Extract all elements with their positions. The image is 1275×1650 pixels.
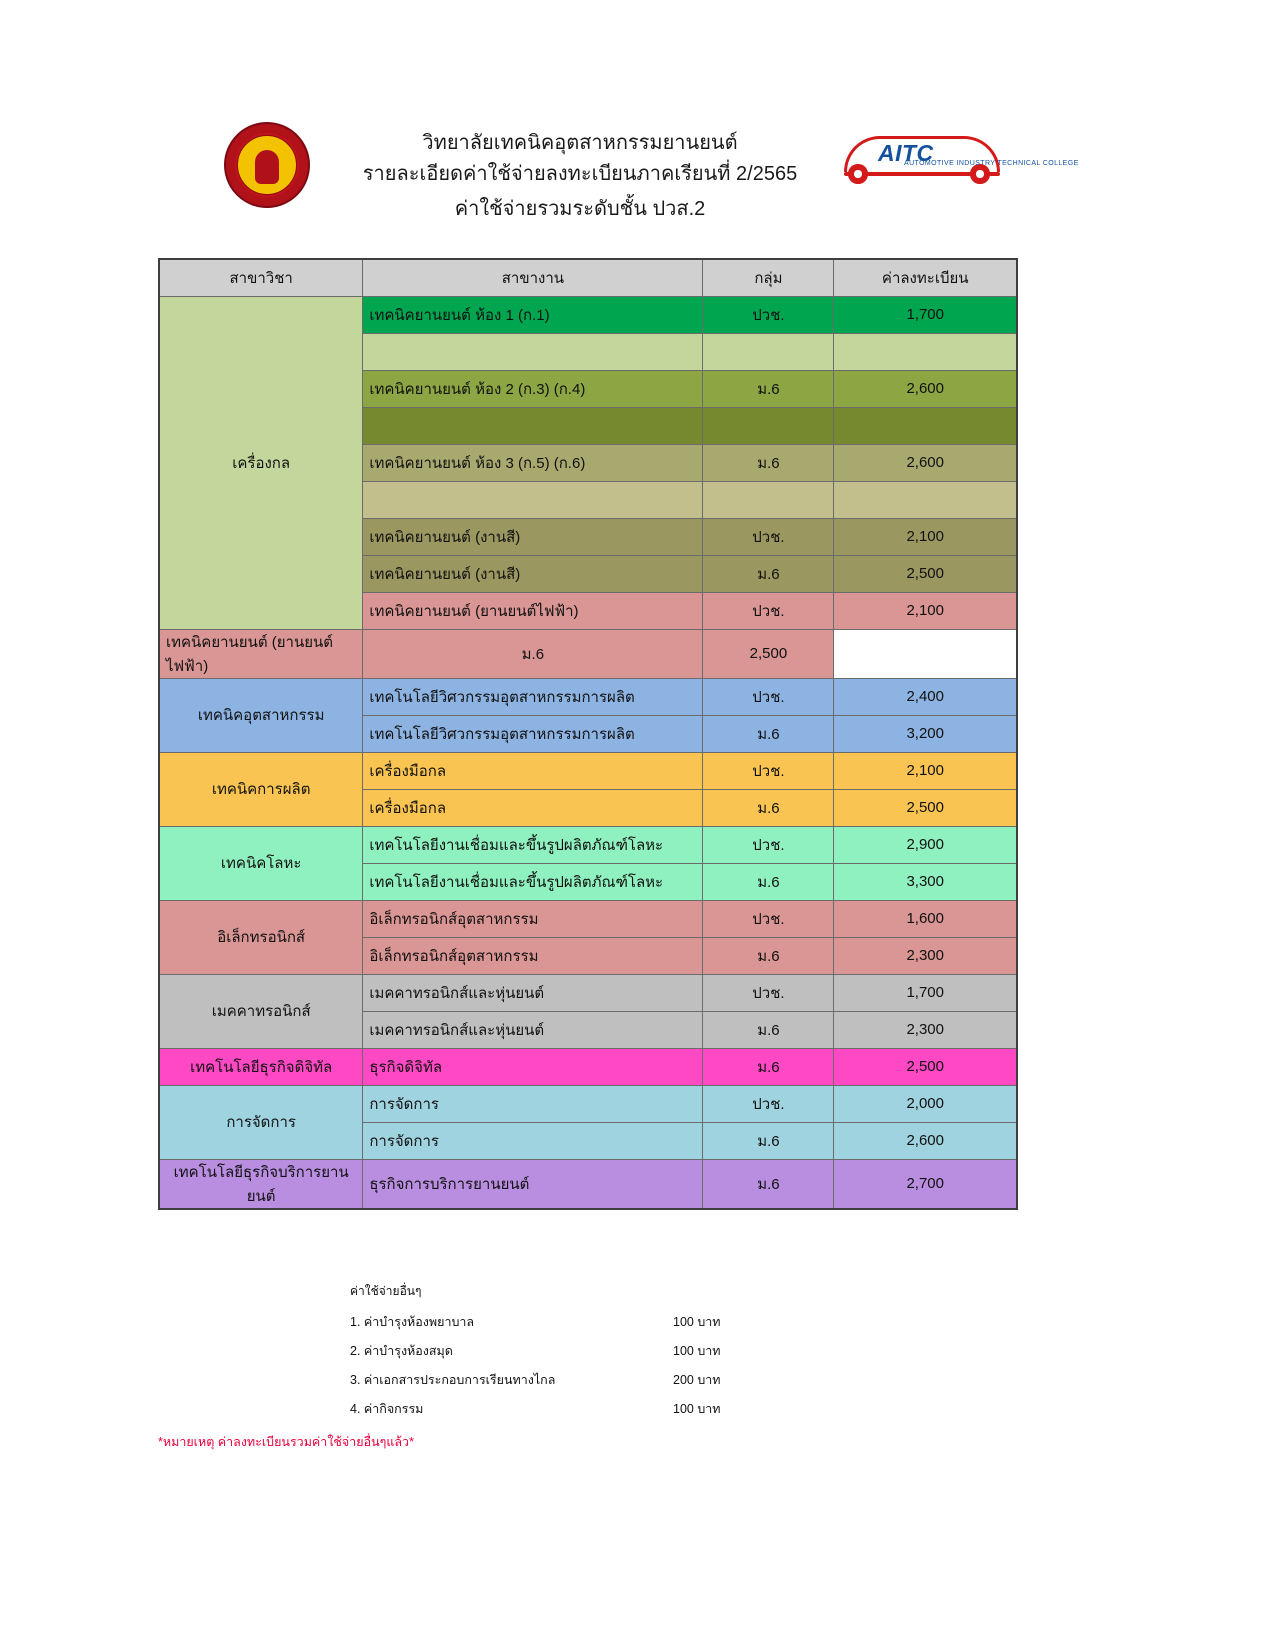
- cell-program-empty: [363, 481, 703, 518]
- remark-text: *หมายเหตุ ค่าลงทะเบียนรวมค่าใช้จ่ายอื่นๆแล้ว*: [158, 1435, 414, 1449]
- other-fee-amount: 200 บาท: [673, 1373, 721, 1387]
- cell-group: ม.6: [363, 629, 703, 678]
- page-title: [330, 128, 830, 225]
- cell-major: เทคนิคการผลิต: [159, 752, 363, 826]
- cell-program: เครื่องมือกล: [363, 752, 703, 789]
- cell-program: เทคนิคยานยนต์ (ยานยนต์ไฟฟ้า): [363, 592, 703, 629]
- table-row: [159, 974, 1017, 1011]
- cell-group: ปวช.: [703, 592, 834, 629]
- cell-group: ปวช.: [703, 752, 834, 789]
- other-fee-label: 3. ค่าเอกสารประกอบการเรียนทางไกล: [350, 1373, 556, 1387]
- cell-group: ม.6: [703, 1159, 834, 1209]
- cell-major: อิเล็กทรอนิกส์: [159, 900, 363, 974]
- cell-program: การจัดการ: [363, 1122, 703, 1159]
- fee-table-body: [159, 296, 1017, 1209]
- other-fee-amount: 100 บาท: [673, 1315, 721, 1329]
- cell-group: ปวช.: [703, 296, 834, 333]
- cell-group: ม.6: [703, 370, 834, 407]
- cell-program: เทคโนโลยีงานเชื่อมและขึ้นรูปผลิตภัณฑ์โลหะ: [363, 826, 703, 863]
- other-fee-item: [350, 1341, 910, 1370]
- cell-program: เทคนิคยานยนต์ (งานสี): [363, 555, 703, 592]
- cell-program-empty: [363, 333, 703, 370]
- cell-group-empty: [703, 333, 834, 370]
- cell-group: ปวช.: [703, 974, 834, 1011]
- cell-fee: 2,600: [834, 1122, 1017, 1159]
- table-row: [159, 1159, 1017, 1209]
- table-row: [159, 900, 1017, 937]
- cell-program: เมคคาทรอนิกส์และหุ่นยนต์: [363, 974, 703, 1011]
- document-header: [0, 110, 1275, 250]
- cell-group: ปวช.: [703, 518, 834, 555]
- cell-program: เทคนิคยานยนต์ ห้อง 2 (ก.3) (ก.4): [363, 370, 703, 407]
- table-row: [159, 752, 1017, 789]
- cell-fee: 2,300: [834, 937, 1017, 974]
- college-crest-icon: [224, 122, 310, 208]
- cell-group: ปวช.: [703, 900, 834, 937]
- cell-fee: 3,300: [834, 863, 1017, 900]
- gear-icon-right: [970, 164, 990, 184]
- cell-fee: 2,900: [834, 826, 1017, 863]
- aitc-logo-icon: [826, 128, 1079, 198]
- table-row: [159, 678, 1017, 715]
- cell-group: ม.6: [703, 1011, 834, 1048]
- cell-program: เทคโนโลยีงานเชื่อมและขึ้นรูปผลิตภัณฑ์โลหะ: [363, 863, 703, 900]
- cell-group-empty: [703, 481, 834, 518]
- cell-major: เทคโนโลยีธุรกิจดิจิทัล: [159, 1048, 363, 1085]
- cell-fee: 2,600: [834, 370, 1017, 407]
- cell-group: ม.6: [703, 937, 834, 974]
- table-row: [159, 826, 1017, 863]
- cell-fee: 2,100: [834, 752, 1017, 789]
- cell-group: ม.6: [703, 1122, 834, 1159]
- cell-major: เครื่องกล: [159, 296, 363, 629]
- other-fee-item: [350, 1370, 910, 1399]
- cell-fee-empty: [834, 407, 1017, 444]
- other-fee-label: 2. ค่าบำรุงห้องสมุด: [350, 1344, 453, 1358]
- cell-group-empty: [703, 407, 834, 444]
- cell-major: เทคโนโลยีธุรกิจบริการยานยนต์: [159, 1159, 363, 1209]
- cell-program: ธุรกิจดิจิทัล: [363, 1048, 703, 1085]
- table-row: [159, 1085, 1017, 1122]
- cell-program: เทคนิคยานยนต์ (งานสี): [363, 518, 703, 555]
- cell-group: ม.6: [703, 789, 834, 826]
- gear-icon-left: [848, 164, 868, 184]
- other-fee-label: 1. ค่าบำรุงห้องพยาบาล: [350, 1315, 475, 1329]
- cell-group: ปวช.: [703, 1085, 834, 1122]
- aitc-logo-subtext: AUTOMOTIVE INDUSTRY TECHNICAL COLLEGE: [904, 160, 1079, 167]
- cell-fee: 2,500: [834, 1048, 1017, 1085]
- other-fees-section: [350, 1282, 910, 1428]
- cell-program: เทคโนโลยีวิศวกรรมอุตสาหกรรมการผลิต: [363, 678, 703, 715]
- cell-program: การจัดการ: [363, 1085, 703, 1122]
- other-fee-item: [350, 1312, 910, 1341]
- fee-table-container: [158, 258, 1018, 1210]
- cell-program: อิเล็กทรอนิกส์อุตสาหกรรม: [363, 937, 703, 974]
- title-line-3: ค่าใช้จ่ายรวมระดับชั้น ปวส.2: [454, 198, 706, 220]
- column-header-program: สาขางาน: [363, 259, 703, 296]
- cell-group: ปวช.: [703, 826, 834, 863]
- title-line-1: วิทยาลัยเทคนิคอุตสาหกรรมยานยนต์: [422, 132, 738, 154]
- cell-major: เทคนิคอุตสาหกรรม: [159, 678, 363, 752]
- table-row: [159, 1048, 1017, 1085]
- cell-fee: 2,000: [834, 1085, 1017, 1122]
- cell-program: เทคนิคยานยนต์ (ยานยนต์ไฟฟ้า): [159, 629, 363, 678]
- table-header-row: [159, 259, 1017, 296]
- cell-program: เทคนิคยานยนต์ ห้อง 1 (ก.1): [363, 296, 703, 333]
- other-fee-amount: 100 บาท: [673, 1344, 721, 1358]
- other-fee-amount: 100 บาท: [673, 1402, 721, 1416]
- cell-fee: 2,700: [834, 1159, 1017, 1209]
- cell-fee: 2,500: [834, 555, 1017, 592]
- title-line-2: รายละเอียดค่าใช้จ่ายลงทะเบียนภาคเรียนที่ 2/2565: [362, 163, 798, 185]
- cell-fee: 2,500: [703, 629, 834, 678]
- aitc-logo-text: AITC: [878, 140, 934, 166]
- cell-fee: 2,600: [834, 444, 1017, 481]
- cell-program: อิเล็กทรอนิกส์อุตสาหกรรม: [363, 900, 703, 937]
- cell-fee: 1,700: [834, 974, 1017, 1011]
- other-fee-label: 4. ค่ากิจกรรม: [350, 1402, 424, 1416]
- crest-figure: [255, 150, 279, 184]
- cell-group: ม.6: [703, 1048, 834, 1085]
- column-header-major: สาขาวิชา: [159, 259, 363, 296]
- cell-major: เมคคาทรอนิกส์: [159, 974, 363, 1048]
- column-header-group: กลุ่ม: [703, 259, 834, 296]
- cell-group: ม.6: [703, 863, 834, 900]
- cell-group: ม.6: [703, 444, 834, 481]
- cell-major: การจัดการ: [159, 1085, 363, 1159]
- other-fees-heading: ค่าใช้จ่ายอื่นๆ: [350, 1284, 422, 1298]
- cell-fee: 2,100: [834, 518, 1017, 555]
- column-header-fee: ค่าลงทะเบียน: [834, 259, 1017, 296]
- cell-program: เทคนิคยานยนต์ ห้อง 3 (ก.5) (ก.6): [363, 444, 703, 481]
- cell-program: เครื่องมือกล: [363, 789, 703, 826]
- cell-program: เมคคาทรอนิกส์และหุ่นยนต์: [363, 1011, 703, 1048]
- cell-fee: 1,700: [834, 296, 1017, 333]
- cell-group: ปวช.: [703, 678, 834, 715]
- cell-fee: 2,300: [834, 1011, 1017, 1048]
- cell-major: เทคนิคโลหะ: [159, 826, 363, 900]
- cell-group: ม.6: [703, 715, 834, 752]
- cell-fee: 3,200: [834, 715, 1017, 752]
- cell-fee-empty: [834, 333, 1017, 370]
- fee-table: [158, 258, 1018, 1210]
- cell-program: เทคโนโลยีวิศวกรรมอุตสาหกรรมการผลิต: [363, 715, 703, 752]
- cell-program-empty: [363, 407, 703, 444]
- cell-fee: 2,100: [834, 592, 1017, 629]
- table-row: [159, 629, 1017, 678]
- cell-fee: 2,400: [834, 678, 1017, 715]
- cell-program: ธุรกิจการบริการยานยนต์: [363, 1159, 703, 1209]
- other-fees-list: [350, 1312, 910, 1428]
- cell-group: ม.6: [703, 555, 834, 592]
- cell-fee: 1,600: [834, 900, 1017, 937]
- other-fee-item: [350, 1399, 910, 1428]
- cell-fee-empty: [834, 481, 1017, 518]
- cell-fee: 2,500: [834, 789, 1017, 826]
- table-row: [159, 296, 1017, 333]
